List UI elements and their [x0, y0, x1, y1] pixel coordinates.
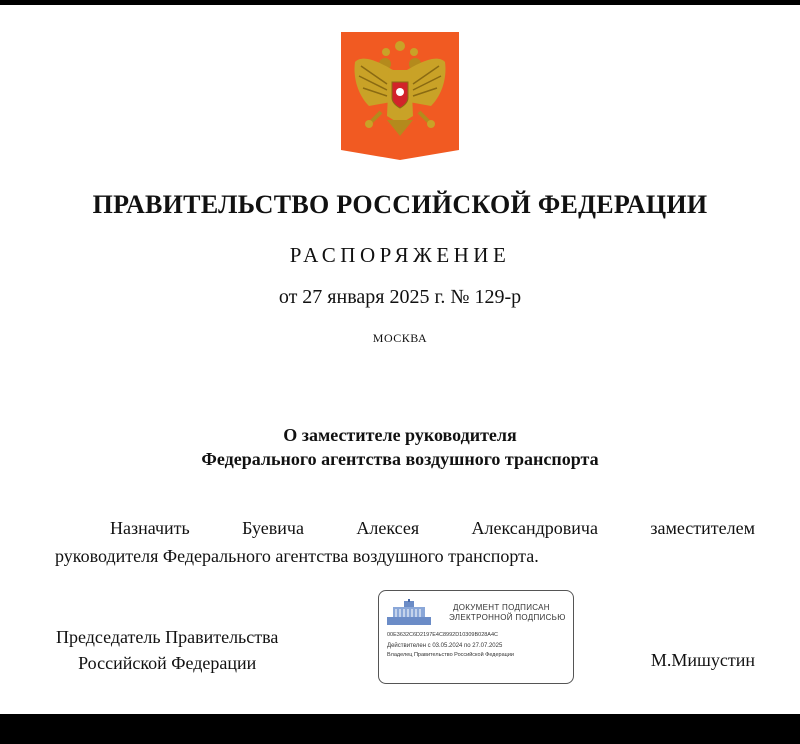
top-border: [0, 0, 800, 5]
body-word: Александровича: [471, 518, 598, 538]
bottom-border: [0, 714, 800, 744]
body-word: Назначить: [110, 518, 190, 538]
stamp-heading-1: ДОКУМЕНТ ПОДПИСАН: [453, 603, 550, 612]
signer-name: М.Мишустин: [650, 650, 755, 670]
body-line-2: руководителя Федерального агентства воздушного транспорта.: [55, 546, 539, 566]
stamp-certificate: 00E3632C6D2197E4C8992D10309B028A4C: [387, 632, 499, 638]
signer-position-line-2: Российской Федерации: [78, 653, 257, 673]
document-subject: [0, 423, 800, 471]
stamp-owner: Владелец Правительство Российской Федерации: [387, 652, 514, 658]
subject-line-2: Федерального агентства воздушного транспорта: [201, 449, 599, 469]
body-line-1: [55, 514, 755, 542]
date-and-number: от 27 января 2025 г. № 129-р: [278, 286, 522, 308]
signer-position-line-1: Председатель Правительства: [56, 627, 279, 647]
subject-line-1: О заместителе руководителя: [283, 425, 517, 445]
government-building-icon: [387, 599, 431, 625]
order-body: [55, 514, 755, 570]
body-word: заместителем: [650, 518, 755, 538]
stamp-validity: Действителен с 03.05.2024 по 27.07.2025: [387, 643, 503, 649]
government-title: ПРАВИТЕЛЬСТВО РОССИЙСКОЙ ФЕДЕРАЦИИ: [92, 190, 708, 219]
body-word: Буевича: [242, 518, 304, 538]
city: МОСКВА: [372, 331, 428, 345]
coat-of-arms-icon: [341, 32, 459, 160]
signer-position: [56, 624, 278, 676]
body-word: Алексея: [356, 518, 420, 538]
document-type: РАСПОРЯЖЕНИЕ: [289, 243, 511, 267]
electronic-signature-stamp: [378, 590, 574, 684]
stamp-heading-2: ЭЛЕКТРОННОЙ ПОДПИСЬЮ: [449, 613, 566, 622]
